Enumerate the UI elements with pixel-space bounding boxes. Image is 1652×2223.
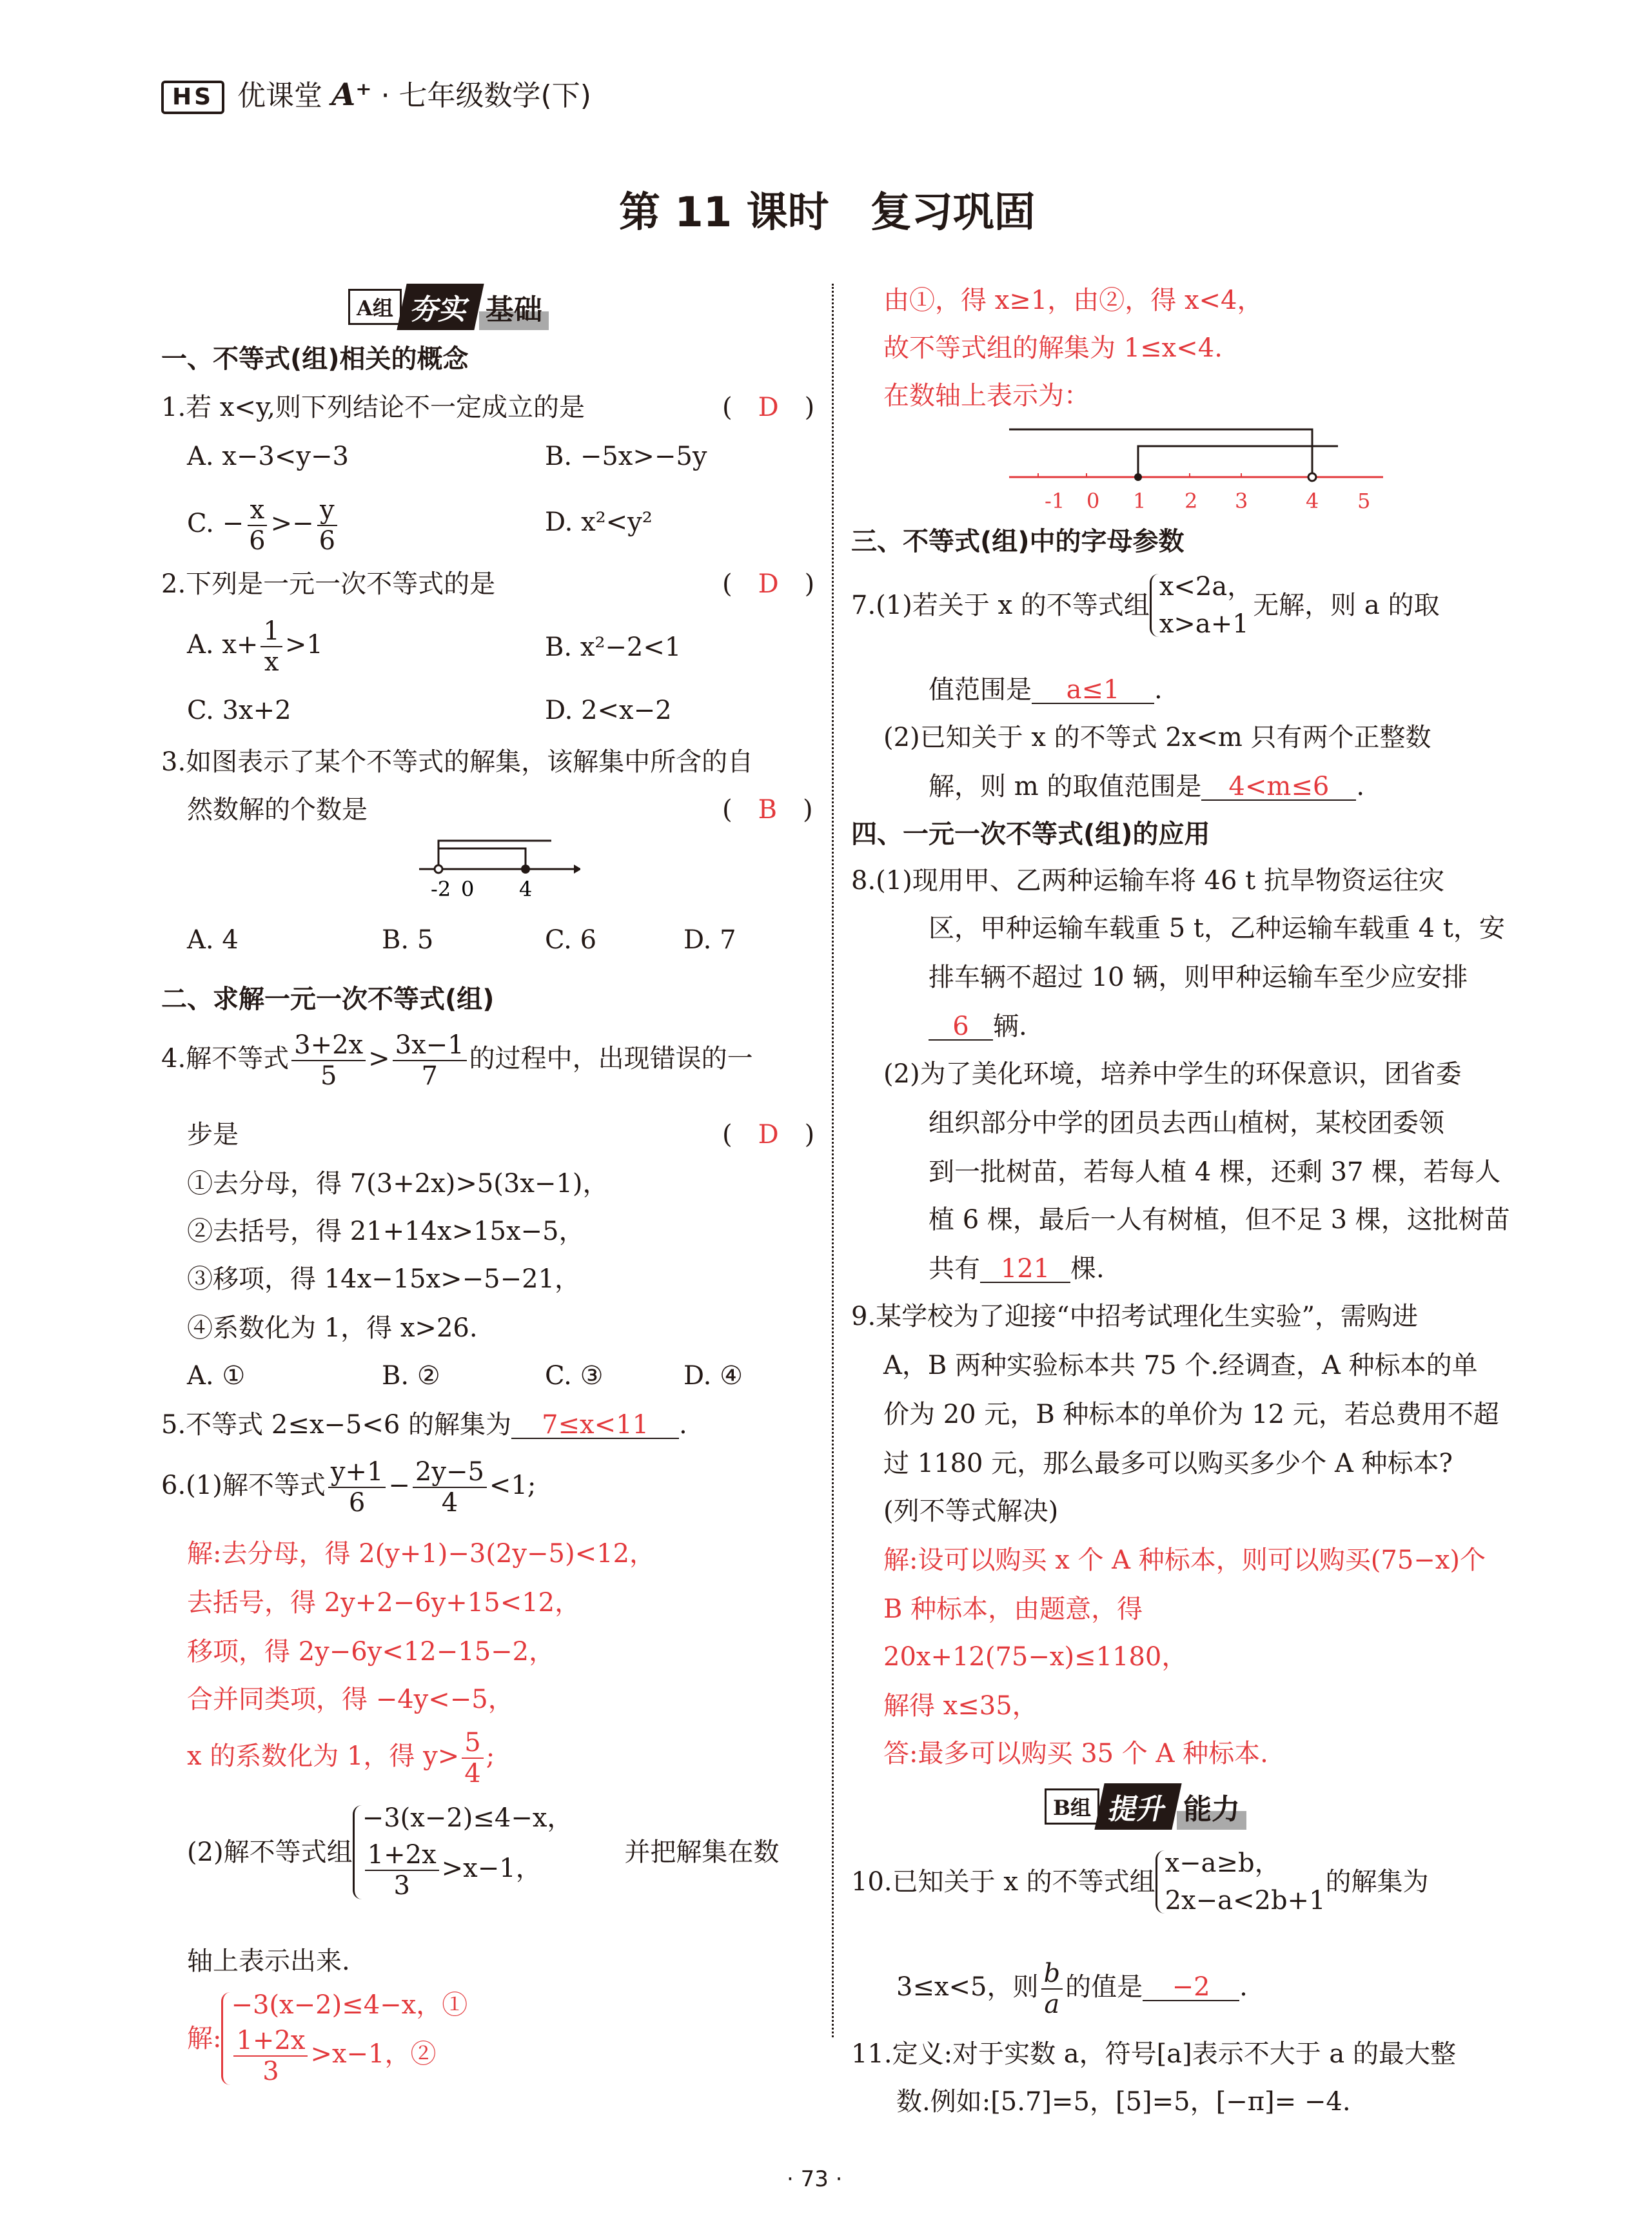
group-b-banner [1045,1783,1246,1826]
q4-step-3: ③移项，得 14x−15x>−5−21， [187,1264,581,1294]
q7-part2-line1: (2)已知关于 x 的不等式 2x<m 只有两个正整数 [883,723,1431,752]
q2-option-a: A. x+ $\frac{1}{x}$ >1 [187,616,323,677]
q1-option-a: A. x−3<y−3 [187,442,349,471]
q8-part2-line4: 植 6 棵，最后一人有树植，但不足 3 棵，这批树苗 [929,1205,1510,1235]
section-heading-4: 四、一元一次不等式(组)的应用 [851,819,1210,849]
q4-option-d: D. ④ [683,1361,743,1391]
q11-line1: 11.定义:对于实数 a，符号[a]表示不大于 a 的最大整 [851,2039,1456,2069]
q6-number-line [1003,419,1390,516]
q8-part2-line3: 到一批树苗，若每人植 4 棵，还剩 37 棵，若每人 [929,1157,1501,1187]
q4-option-a: A. ① [187,1361,246,1391]
q8-line3: 排车辆不超过 10 辆，则甲种运输车至少应安排 [929,963,1468,992]
q6-tick-3: 3 [1235,489,1248,513]
section-heading-3: 三、不等式(组)中的字母参数 [851,527,1185,556]
q8-answer-1: 6 [929,1014,993,1041]
q2-stem: 2.下列是一元一次不等式的是 [161,569,496,599]
q3-number-line [413,832,580,909]
q5-answer: 7≤x<11 [511,1412,679,1439]
q9-line5: (列不等式解决) [883,1496,1059,1526]
q10-line1: 10.已知关于 x 的不等式组 x−a≥b， 2x−a<2b+1 的解集为 [851,1848,1429,1915]
series-name: 优课堂 [237,79,322,112]
page-number: · 73 · [787,2166,843,2192]
q9-solution-4: 解得 x≤35， [883,1691,1038,1721]
q6-solution-5: x 的系数化为 1，得 y> $\frac{5}{4}$ ; [187,1728,495,1788]
q1-stem: 1.若 x<y,则下列结论不一定成立的是 [161,393,585,422]
q7-part2-line2: 解，则 m 的取值范围是 4<m≤6 . [929,772,1365,801]
q3-option-d: D. 7 [683,925,736,955]
q3-tick-neg2: -2 [431,877,451,901]
q1-option-d: D. x²<y² [545,507,653,537]
q10-line2: 3≤x<5，则 $\frac{b}{a}$ 的值是 −2 . [896,1959,1248,2019]
q4-step-4: ④系数化为 1，得 x>26. [187,1313,478,1343]
q6-tick-4: 4 [1306,489,1319,513]
q3-stem-line1: 3.如图表示了某个不等式的解集，该解集中所含的自 [161,747,754,777]
q6-tick-5: 5 [1357,489,1371,513]
q6-tick-1: 1 [1133,489,1146,513]
q2-option-d: D. 2<x−2 [545,696,672,725]
q3-answer: ( B ) [722,795,813,825]
q9-solution-2: B 种标本，由题意，得 [883,1594,1143,1624]
group-a-tag: A组 [348,289,402,325]
q2-answer: ( D ) [722,569,815,599]
q6-tick-neg1: -1 [1045,489,1065,513]
group-a-light: 基础 [479,284,549,330]
q6-solution-system: 解: −3(x−2)≤4−x，① $\frac{1+2x}{3}$ >x−1，② [187,1990,468,2086]
q8-part2-line2: 组织部分中学的团员去西山植树，某校团委领 [929,1108,1444,1138]
q9-line2: A，B 两种实验标本共 75 个.经调查，A 种标本的单 [883,1351,1478,1380]
q9-line1: 9.某学校为了迎接“中招考试理化生实验”，需购进 [851,1302,1419,1331]
q7-answer-2: 4<m≤6 [1201,774,1356,801]
q6-part2-line2: 轴上表示出来. [187,1946,350,1976]
q9-line4: 过 1180 元，那么最多可以购买多少个 A 种标本? [883,1449,1453,1478]
q6-solution-2: 去括号，得 2y+2−6y+15<12， [187,1588,581,1618]
q3-option-b: B. 5 [382,925,434,955]
group-b-dark: 提升 [1094,1783,1181,1830]
q6-tick-0: 0 [1087,489,1100,513]
q6-part2: (2)解不等式组 −3(x−2)≤4−x， $\frac{1+2x}{3}$ >x−1， 并把解集在数 [187,1803,780,1901]
q6-tick-2: 2 [1185,489,1198,513]
q5: 5.不等式 2≤x−5<6 的解集为 7≤x<11 . [161,1410,687,1440]
q9-line3: 价为 20 元，B 种标本的单价为 12 元，若总费用不超 [883,1400,1499,1429]
q1-option-b: B. −5x>−5y [545,442,707,471]
q8-line4: 6 辆. [929,1014,1027,1041]
group-b-tag: B组 [1045,1788,1099,1825]
q3-stem-line2: 然数解的个数是 [187,795,368,825]
brand-mark: A⁺ [331,77,372,113]
q1-answer: ( D ) [722,393,815,422]
group-b-light: 能力 [1177,1783,1246,1830]
q6-solution-right-2: 故不等式组的解集为 1≤x<4. [883,333,1223,363]
section-heading-1: 一、不等式(组)相关的概念 [161,344,469,374]
q4-answer: ( D ) [722,1120,815,1150]
q4-step-1: ①去分母，得 7(3+2x)>5(3x−1)， [187,1169,609,1199]
q4-stem-line2: 步是 [187,1120,239,1150]
q9-solution-1: 解:设可以购买 x 个 A 种标本，则可以购买(75−x)个 [883,1545,1486,1575]
q7-part1-line2: 值范围是 a≤1 . [929,675,1163,705]
q8-answer-2: 121 [980,1256,1070,1283]
q7-part1: 7.(1)若关于 x 的不等式组 x<2a， x>a+1 无解，则 a 的取 [851,572,1440,639]
hs-logo: HS [161,81,224,114]
q3-option-c: C. 6 [545,925,597,955]
q4-option-b: B. ② [382,1361,440,1391]
q6-solution-3: 移项，得 2y−6y<12−15−2， [187,1637,555,1667]
q4-option-c: C. ③ [545,1361,604,1391]
q3-option-a: A. 4 [187,925,239,955]
page-header [161,72,591,114]
q6-solution-1: 解:去分母，得 2(y+1)−3(2y−5)<12， [187,1539,656,1569]
q3-tick-4: 4 [519,877,533,901]
q10-answer: −2 [1143,1974,1239,2001]
q2-option-b: B. x²−2<1 [545,632,682,662]
column-divider [832,284,834,2037]
q6-solution-right-1: 由①，得 x≥1，由②，得 x<4， [883,286,1263,315]
q6-part1: 6.(1)解不等式 $\frac{y+1}{6}$ − $\frac{2y-5}{4}$ <1; [161,1457,536,1518]
q9-solution-5: 答:最多可以购买 35 个 A 种标本. [883,1739,1268,1768]
q8-line1: 8.(1)现用甲、乙两种运输车将 46 t 抗旱物资运往灾 [851,866,1444,896]
book-title: · 七年级数学(下) [380,79,591,112]
q7-answer-1: a≤1 [1032,677,1154,704]
section-heading-2: 二、求解一元一次不等式(组) [161,984,495,1014]
q4-step-2: ②去括号，得 21+14x>15x−5， [187,1217,585,1246]
q11-line2: 数.例如:[5.7]=5，[5]=5，[−π]= −4. [896,2087,1351,2117]
group-a-banner [348,284,549,326]
q6-solution-right-3: 在数轴上表示为： [883,381,1090,411]
q4-stem: 4.解不等式 $\frac{3+2x}{5}$ > $\frac{3x-1}{7}$ 的过程中，出现错误的一 [161,1030,753,1091]
lesson-title: 第 11 课时 复习巩固 [619,189,1036,237]
q8-part2-line1: (2)为了美化环境，培养中学生的环保意识，团省委 [883,1059,1462,1089]
q6-solution-4: 合并同类项，得 −4y<−5， [187,1685,514,1714]
group-a-dark: 夯实 [397,284,484,330]
q3-tick-0: 0 [461,877,475,901]
q8-line2: 区，甲种运输车载重 5 t，乙种运输车载重 4 t，安 [929,914,1505,943]
q9-solution-3: 20x+12(75−x)≤1180， [883,1642,1188,1672]
q1-option-c: C. − $\frac{x}{6}$ >− $\frac{y}{6}$ [187,496,340,554]
q8-part2-line5: 共有 121 棵. [929,1254,1105,1284]
q2-option-c: C. 3x+2 [187,696,291,725]
